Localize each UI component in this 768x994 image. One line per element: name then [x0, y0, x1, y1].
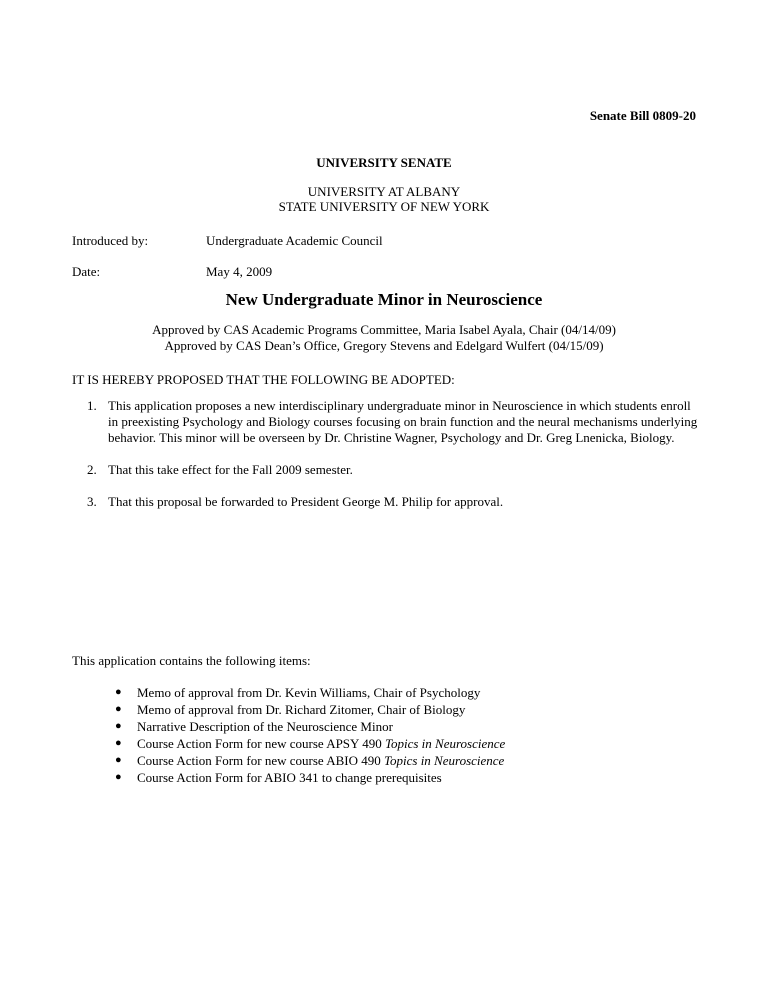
list-item: ● Memo of approval from Dr. Richard Zitomer, Chair of Biology [115, 702, 466, 717]
list-item: ● Course Action Form for new course APSY 490 Topics in Neuroscience [115, 736, 506, 751]
bullet-icon: ● [115, 686, 122, 698]
resolution-text: That this proposal be forwarded to President George M. Philip for approval. [108, 494, 504, 509]
resolution-item [87, 462, 698, 478]
senate-heading: UNIVERSITY SENATE [316, 155, 452, 170]
bullet-icon: ● [115, 720, 122, 732]
introduced-by-value: Undergraduate Academic Council [206, 233, 383, 248]
bullet-icon: ● [115, 771, 122, 783]
approval-line: Approved by CAS Dean’s Office, Gregory Stevens and Edelgard Wulfert (04/15/09) [164, 338, 604, 353]
resolution-item [87, 494, 698, 510]
proposal-intro: IT IS HEREBY PROPOSED THAT THE FOLLOWING BE ADOPTED: [72, 372, 455, 387]
institution-system: STATE UNIVERSITY OF NEW YORK [278, 199, 490, 214]
resolution-number: 1. [87, 398, 97, 413]
document-title: New Undergraduate Minor in Neuroscience [225, 290, 543, 309]
bullet-icon: ● [115, 737, 122, 749]
resolution-number: 3. [87, 494, 97, 509]
resolution-list [87, 398, 698, 526]
institution-name: UNIVERSITY AT ALBANY [307, 184, 461, 199]
introduced-by-label: Introduced by: [72, 233, 149, 248]
resolution-text: This application proposes a new interdisciplinary undergraduate minor in Neuroscience in which students enroll in preexisting Psychology and Biology courses focusing on brain function and the neural mechanisms underlying behavior. This minor will be overseen by Dr. Christine Wagner, Psychology and Dr. Greg Lnenicka, Biology. [108, 398, 698, 445]
bullet-icon: ● [115, 754, 122, 766]
contents-list [115, 684, 506, 786]
bill-number: Senate Bill 0809-20 [589, 108, 696, 123]
bullet-icon: ● [115, 703, 122, 715]
resolution-item [87, 398, 698, 446]
list-item: ● Course Action Form for new course ABIO 490 Topics in Neuroscience [115, 753, 505, 768]
date-label: Date: [72, 264, 101, 279]
resolution-text: That this take effect for the Fall 2009 semester. [108, 462, 353, 477]
list-item: ● Memo of approval from Dr. Kevin Williams, Chair of Psychology [115, 685, 481, 700]
resolution-number: 2. [87, 462, 97, 477]
list-item: ● Narrative Description of the Neuroscience Minor [115, 719, 393, 734]
approval-line: Approved by CAS Academic Programs Committee, Maria Isabel Ayala, Chair (04/14/09) [152, 322, 616, 337]
contents-intro: This application contains the following items: [72, 653, 311, 668]
list-item: ● Course Action Form for ABIO 341 to change prerequisites [115, 770, 442, 785]
date-value: May 4, 2009 [206, 264, 273, 279]
